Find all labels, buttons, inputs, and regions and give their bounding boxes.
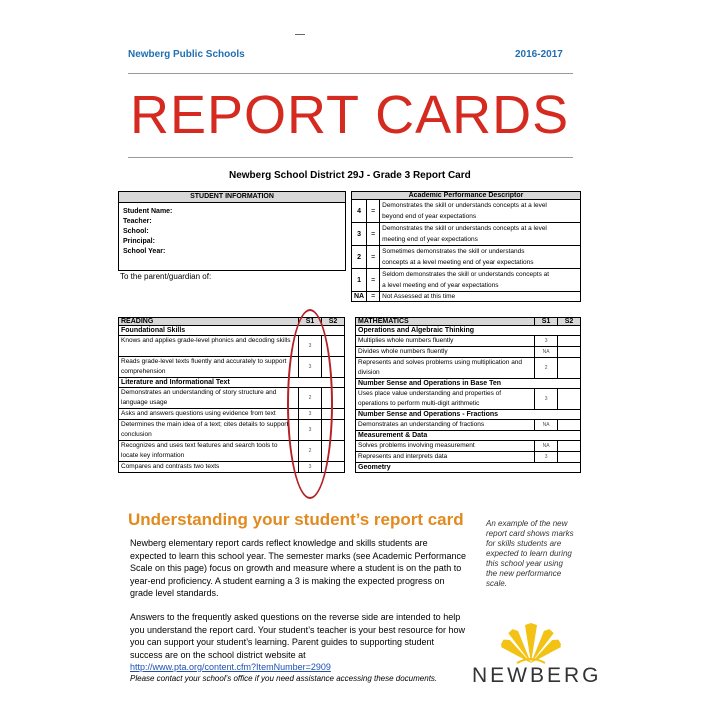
descriptor-row	[352, 292, 581, 302]
reading-skill-text: Compares and contrasts two texts	[119, 462, 299, 473]
math-s1: S1	[535, 318, 558, 326]
math-skill-row	[356, 441, 581, 452]
descriptor-line-1: Demonstrates the skill or understands concepts at a level	[382, 225, 547, 232]
math-heading: MATHEMATICS	[356, 318, 535, 326]
math-s2-mark	[558, 441, 581, 452]
math-s2-mark	[558, 358, 581, 379]
math-section-heading: Operations and Algebraic Thinking	[356, 326, 581, 336]
math-skill-text: Represents and solves problems using multiplication and division	[356, 358, 535, 379]
newberg-logo	[487, 619, 575, 667]
math-skill-row	[356, 452, 581, 463]
math-skill-text: Represents and interprets data	[356, 452, 535, 463]
descriptor-line-2: a level meeting end of year expectations	[382, 282, 499, 289]
student-info-field: Student Name:	[123, 208, 173, 215]
descriptor-line-1: Demonstrates the skill or understands concepts at a level	[382, 202, 547, 209]
reading-section-heading: Literature and Informational Text	[119, 378, 345, 388]
reading-heading: READING	[119, 318, 299, 326]
descriptor-equals: =	[367, 246, 380, 269]
math-s2: S2	[558, 318, 581, 326]
highlight-circle	[287, 309, 333, 499]
descriptor-line-1: Seldom demonstrates the skill or understands concepts at	[382, 271, 550, 278]
contact-note: Please contact your school’s office if you need assistance accessing these documents.	[130, 674, 438, 683]
understanding-para-2	[130, 611, 466, 674]
district-name: Newberg Public Schools	[128, 49, 245, 60]
understanding-para-1: Newberg elementary report cards reflect knowledge and skills students are expected to learn this school year. The semester marks (see Academic Performance Scale on this page) focus on growth and measure where a student is on the path to year-end proficiency. A student earning a 3 is making the expected progress on grade level standards.	[130, 538, 466, 598]
descriptor-text	[380, 246, 581, 269]
math-table	[355, 317, 581, 473]
math-s1-mark: NA	[535, 420, 558, 431]
descriptor-code: 4	[352, 200, 367, 223]
math-skill-text: Multiplies whole numbers fluently	[356, 336, 535, 347]
student-info-field: School:	[123, 228, 149, 235]
top-mark	[295, 34, 305, 35]
pta-link[interactable]: http://www.pta.org/content.cfm?ItemNumber=2909	[130, 662, 331, 672]
reading-skill-text: Recognizes and uses text features and search tools to locate key information	[119, 441, 299, 462]
reading-skill-text: Asks and answers questions using evidence from text	[119, 409, 299, 420]
student-info-field: School Year:	[123, 248, 166, 255]
page-title: REPORT CARDS	[130, 85, 570, 145]
student-info-heading: STUDENT INFORMATION	[119, 192, 345, 203]
math-section-row	[356, 326, 581, 336]
descriptor-equals: =	[367, 269, 380, 292]
math-skill-text: Solves problems involving measurement	[356, 441, 535, 452]
descriptor-equals: =	[367, 200, 380, 223]
math-section-row	[356, 410, 581, 420]
parent-guardian-line: To the parent/guardian of:	[120, 272, 212, 281]
sunburst-icon	[487, 619, 575, 667]
descriptor-equals: =	[367, 292, 380, 302]
reading-s2: S2	[322, 318, 345, 326]
math-section-row	[356, 431, 581, 441]
descriptor-line-2: beyond end of year expectations	[382, 213, 477, 220]
descriptor-code: 2	[352, 246, 367, 269]
descriptor-heading: Academic Performance Descriptor	[352, 192, 581, 200]
math-skill-row	[356, 358, 581, 379]
reading-skill-text: Demonstrates an understanding of story structure and language usage	[119, 388, 299, 409]
descriptor-line-1: Sometimes demonstrates the skill or understands	[382, 248, 525, 255]
bottom-rule	[128, 157, 573, 158]
reading-s1-mark: 3	[299, 420, 322, 441]
math-s2-mark	[558, 452, 581, 463]
logo-text: NEWBERG	[472, 664, 602, 687]
math-section-heading: Geometry	[356, 463, 581, 473]
descriptor-text	[380, 200, 581, 223]
math-skill-text: Demonstrates an understanding of fractions	[356, 420, 535, 431]
reading-s1-mark: 3	[299, 462, 322, 473]
math-skill-row	[356, 336, 581, 347]
reading-skill-text: Knows and applies grade-level phonics and decoding skills	[119, 336, 299, 357]
math-s1-mark: NA	[535, 347, 558, 358]
math-s2-mark	[558, 336, 581, 347]
math-s2-mark	[558, 420, 581, 431]
reading-s1-mark: 2	[299, 388, 322, 409]
school-year: 2016-2017	[515, 49, 563, 60]
descriptor-text	[380, 269, 581, 292]
math-s1-mark: 3	[535, 336, 558, 347]
reading-skill-text: Determines the main idea of a text; cites details to support conclusion	[119, 420, 299, 441]
math-s1-mark: NA	[535, 441, 558, 452]
reading-s1-mark: 3	[299, 336, 322, 357]
math-s2-mark	[558, 347, 581, 358]
math-skill-text: Uses place value understanding and properties of operations to perform multi-digit arithmetic	[356, 389, 535, 410]
descriptor-code: 1	[352, 269, 367, 292]
top-rule	[128, 73, 573, 74]
math-section-row	[356, 379, 581, 389]
performance-descriptor-table	[351, 191, 581, 302]
descriptor-row	[352, 246, 581, 269]
student-info-field: Principal:	[123, 238, 155, 245]
math-section-row	[356, 463, 581, 473]
math-skill-row	[356, 347, 581, 358]
math-s2-mark	[558, 389, 581, 410]
descriptor-line-2: concepts at a level meeting end of year expectations	[382, 259, 534, 266]
student-info-box	[118, 191, 346, 271]
reading-skill-text: Reads grade-level texts fluently and accurately to support comprehension	[119, 357, 299, 378]
descriptor-code: NA	[352, 292, 367, 302]
understanding-heading: Understanding your student’s report card	[128, 510, 464, 529]
report-card-subtitle: Newberg School District 29J - Grade 3 Report Card	[229, 170, 471, 181]
math-skill-row	[356, 420, 581, 431]
math-skill-text: Divides whole numbers fluently	[356, 347, 535, 358]
descriptor-row	[352, 269, 581, 292]
math-skill-row	[356, 389, 581, 410]
math-s1-mark: 3	[535, 452, 558, 463]
student-info-fields	[119, 203, 345, 257]
understanding-para-2-text: Answers to the frequently asked questions on the reverse side are intended to help you understand the report card. Your student’s teacher is your best resource for how you can support your student’s learning. Parent guides to supporting student success are on the school district website at	[130, 612, 466, 660]
math-section-heading: Number Sense and Operations - Fractions	[356, 410, 581, 420]
example-caption: An example of the new report card shows marks for skills students are expected to learn during this school year using the new performance scale.	[486, 519, 574, 588]
descriptor-line-2: meeting end of year expectations	[382, 236, 478, 243]
reading-section-heading: Foundational Skills	[119, 326, 345, 336]
math-s1-mark: 2	[535, 358, 558, 379]
reading-s1-mark: 3	[299, 409, 322, 420]
reading-s1-mark: 2	[299, 441, 322, 462]
descriptor-row	[352, 223, 581, 246]
student-info-field: Teacher:	[123, 218, 152, 225]
math-section-heading: Measurement & Data	[356, 431, 581, 441]
math-s1-mark: 3	[535, 389, 558, 410]
descriptor-row	[352, 200, 581, 223]
math-section-heading: Number Sense and Operations in Base Ten	[356, 379, 581, 389]
descriptor-line-1: Not Assessed at this time	[382, 293, 456, 300]
reading-s1: S1	[299, 318, 322, 326]
descriptor-text	[380, 223, 581, 246]
descriptor-code: 3	[352, 223, 367, 246]
reading-s1-mark: 3	[299, 357, 322, 378]
descriptor-text	[380, 292, 581, 302]
descriptor-equals: =	[367, 223, 380, 246]
